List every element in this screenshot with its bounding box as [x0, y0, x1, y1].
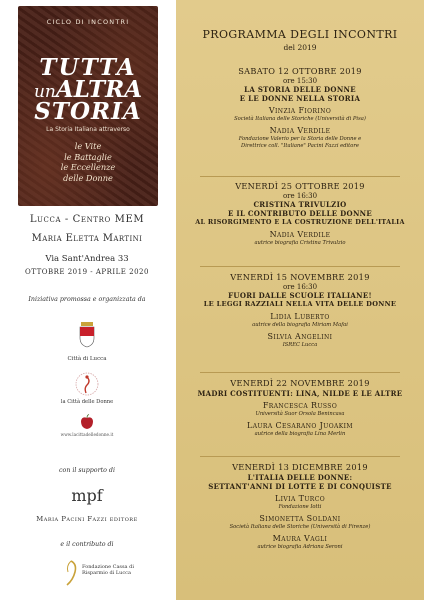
venue-address: Via Sant'Andrea 33 [45, 254, 129, 264]
event-1 [176, 66, 424, 150]
cover-subtitle: La Storia Italiana attraverso [46, 126, 130, 133]
event-title-line: MADRI COSTITUENTI: LINA, NILDE E LE ALTRE [197, 389, 403, 398]
separator [200, 266, 400, 267]
fondazione-icon [64, 560, 78, 586]
event-title-line: CRISTINA TRIVULZIO [253, 200, 347, 209]
apple-icon [79, 414, 95, 430]
mpf-label: Maria Pacini Fazzi editore [36, 515, 138, 523]
citta-donne-logo [0, 372, 174, 402]
event-date: VENERDÌ 22 NOVEMBRE 2019 [230, 378, 370, 388]
fondazione-label: Fondazione Cassa di Risparmio di Lucca [82, 564, 134, 576]
speaker-name: Simonetta Soldani [259, 514, 341, 523]
event-date: SABATO 12 OTTOBRE 2019 [238, 66, 362, 76]
speaker-affiliation: Fondazione Iotti [278, 504, 322, 510]
speaker-name: Nadia Verdile [269, 126, 331, 135]
speaker-affiliation: ISREC Lucca [282, 342, 318, 348]
tagline-battaglie: le Battaglie [64, 151, 112, 162]
speaker-affiliation: autrice biografia Cristina Trivulzio [254, 240, 346, 246]
cover-tagline [18, 141, 158, 183]
promo-label: Iniziativa promossa e organizzata da [28, 296, 146, 303]
left-column [0, 0, 174, 600]
fondazione-logo [64, 560, 164, 590]
speaker-affiliation: Direttrice coll. "Italiane" Pacini Fazzi editore [241, 143, 359, 149]
event-date: VENERDÌ 13 DICEMBRE 2019 [232, 462, 368, 472]
citta-lucca-logo [0, 322, 174, 362]
speaker-affiliation: Fondazione Valerio per la Storia delle Donne e [238, 136, 362, 142]
event-time: ore 16:30 [282, 283, 318, 291]
speaker-affiliation: autrice della biografia Miriam Mafai [252, 322, 348, 328]
speaker-name: Maura Vagli [272, 534, 328, 543]
program-subtitle: del 2019 [283, 43, 317, 52]
speaker-affiliation: Università Suor Orsola Benincasa [255, 411, 345, 417]
speaker-name: Francesca Russo [262, 401, 338, 410]
separator [200, 456, 400, 457]
event-time: ore 16:30 [282, 192, 318, 200]
event-title-line: AL RISORGIMENTO E LA COSTRUZIONE DELL'ITALIA [195, 218, 405, 226]
event-date: VENERDÌ 15 NOVEMBRE 2019 [230, 272, 370, 282]
venue-place: Lucca - Centro MEM [29, 214, 145, 225]
event-title-line: FUORI DALLE SCUOLE ITALIANE! [228, 291, 372, 300]
title-storia: STORIA [34, 98, 142, 125]
title-altra: ALTRA [55, 76, 143, 103]
event-5 [176, 462, 424, 551]
apple-logo [0, 414, 174, 434]
speaker-affiliation: autrice della biografia Lina Merlin [254, 431, 346, 437]
support-label: con il supporto di [59, 467, 115, 474]
speaker-name: Nadia Verdile [269, 230, 331, 239]
event-title-line: LE LEGGI RAZZIALI NELLA VITA DELLE DONNE [203, 300, 397, 308]
separator [200, 372, 400, 373]
title-tutta: TUTTA [39, 54, 137, 81]
speaker-affiliation: Società Italiana delle Storiche (Università di Pisa) [234, 116, 366, 122]
cover-image [18, 6, 158, 206]
event-4 [176, 378, 424, 438]
speaker-name: Vinzia Fiorino [268, 106, 332, 115]
event-title-line: E LE DONNE NELLA STORIA [239, 94, 361, 103]
citta-donne-icon [72, 372, 102, 398]
event-3 [176, 272, 424, 349]
event-date: VENERDÌ 25 OTTOBRE 2019 [235, 181, 365, 191]
event-time: ore 15:30 [282, 77, 318, 85]
event-2 [176, 181, 424, 247]
event-title-line: E IL CONTRIBUTO DELLE DONNE [228, 209, 372, 218]
venue-period: OTTOBRE 2019 - APRILE 2020 [25, 268, 149, 276]
tagline-eccellenze: le Eccellenze [60, 162, 116, 172]
contrib-label: e il contributo di [60, 541, 114, 548]
title-un: un [33, 82, 56, 102]
venue-hall: Maria Eletta Martini [31, 233, 143, 244]
citta-lucca-label: Città di Lucca [67, 356, 107, 362]
lucca-crest-icon [77, 322, 97, 348]
speaker-affiliation: autrice biografia Adriana Seroni [257, 544, 343, 550]
speaker-name: Lidia Luberto [270, 312, 330, 321]
event-title-line: LA STORIA DELLE DONNE [244, 85, 356, 94]
event-title-line: L'ITALIA DELLE DONNE: [247, 473, 353, 482]
program-panel [176, 0, 424, 600]
tagline-vite: le Vite [74, 141, 102, 151]
separator [200, 176, 400, 177]
citta-donne-label: la Città delle Donne [60, 399, 114, 405]
mpf-logo-icon: mpf [71, 486, 103, 505]
speaker-affiliation: Società Italiana delle Storiche (Università di Firenze) [229, 524, 371, 530]
event-title-line: SETTANT'ANNI DI LOTTE E DI CONQUISTE [208, 482, 392, 491]
speaker-name: Laura Cesarano Juoakim [247, 421, 353, 430]
program-title: PROGRAMMA DEGLI INCONTRI [202, 28, 398, 41]
tagline-donne: delle Donne [63, 172, 113, 183]
speaker-name: Livia Turco [274, 494, 326, 503]
cycle-label: CICLO DI INCONTRI [46, 18, 130, 26]
apple-url: www.lacittadelledonne.it [60, 432, 114, 437]
speaker-name: Silvia Angelini [267, 332, 333, 341]
